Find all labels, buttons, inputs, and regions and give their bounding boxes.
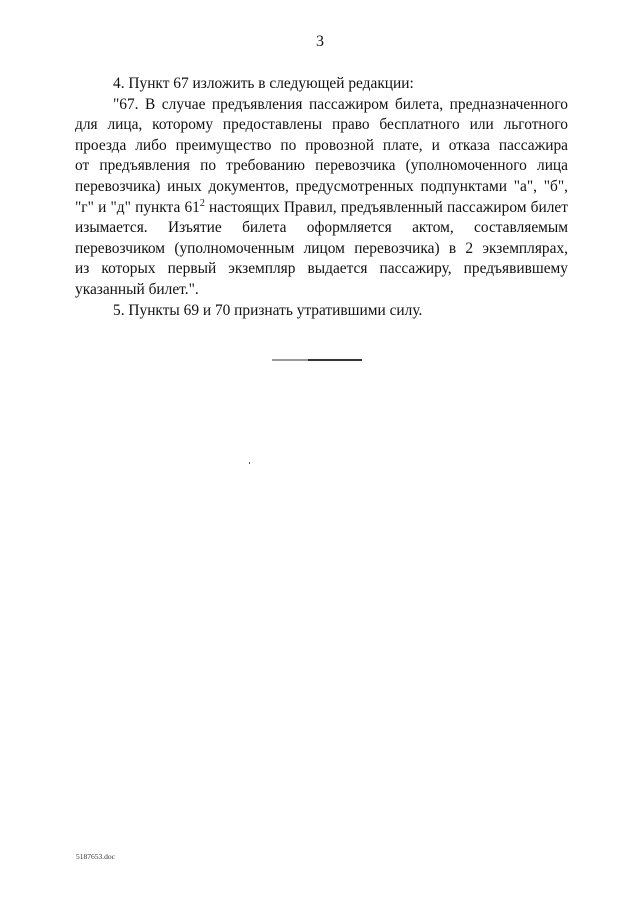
page-number: 3: [316, 33, 324, 50]
text-line: для лица, которому предоставлены право бесплатного или льготного: [75, 116, 568, 134]
text-line: [75, 198, 568, 219]
document-body: [75, 74, 568, 321]
text-line: от предъявления по требованию перевозчика (уполномоченного лица: [75, 157, 568, 175]
paragraph-item-67: [75, 95, 568, 301]
superscript: 2: [199, 197, 205, 209]
text-line: перевозчика) иных документов, предусмотренных подпунктами "а", "б",: [75, 177, 568, 195]
text-line: изымается. Изъятие билета оформляется актом, составляемым: [75, 219, 568, 237]
text-line: 4. Пункт 67 изложить в следующей редакции:: [113, 75, 414, 92]
paragraph-item-4: [75, 74, 568, 95]
paragraph-item-5: [75, 301, 568, 322]
text-line: 5. Пункты 69 и 70 признать утратившими силу.: [113, 301, 423, 319]
text-line: проезда либо преимущество по провозной плате, и отказа пассажира: [75, 136, 568, 154]
scan-speck: [249, 462, 250, 464]
text-line: перевозчиком (уполномоченным лицом перевозчика) в 2 экземплярах,: [75, 239, 568, 257]
text-line: указанный билет.".: [75, 280, 199, 298]
footer-filename: 5187653.doc: [76, 852, 115, 861]
text-fragment: настоящих Правил, предъявленный пассажиром билет: [204, 198, 568, 216]
end-separator-line: [272, 359, 362, 361]
text-line: из которых первый экземпляр выдается пассажиру, предъявившему: [75, 260, 568, 278]
text-line: "67. В случае предъявления пассажиром билета, предназначенного: [113, 95, 568, 113]
text-fragment: "г" и "д" пункта 61: [75, 198, 200, 216]
